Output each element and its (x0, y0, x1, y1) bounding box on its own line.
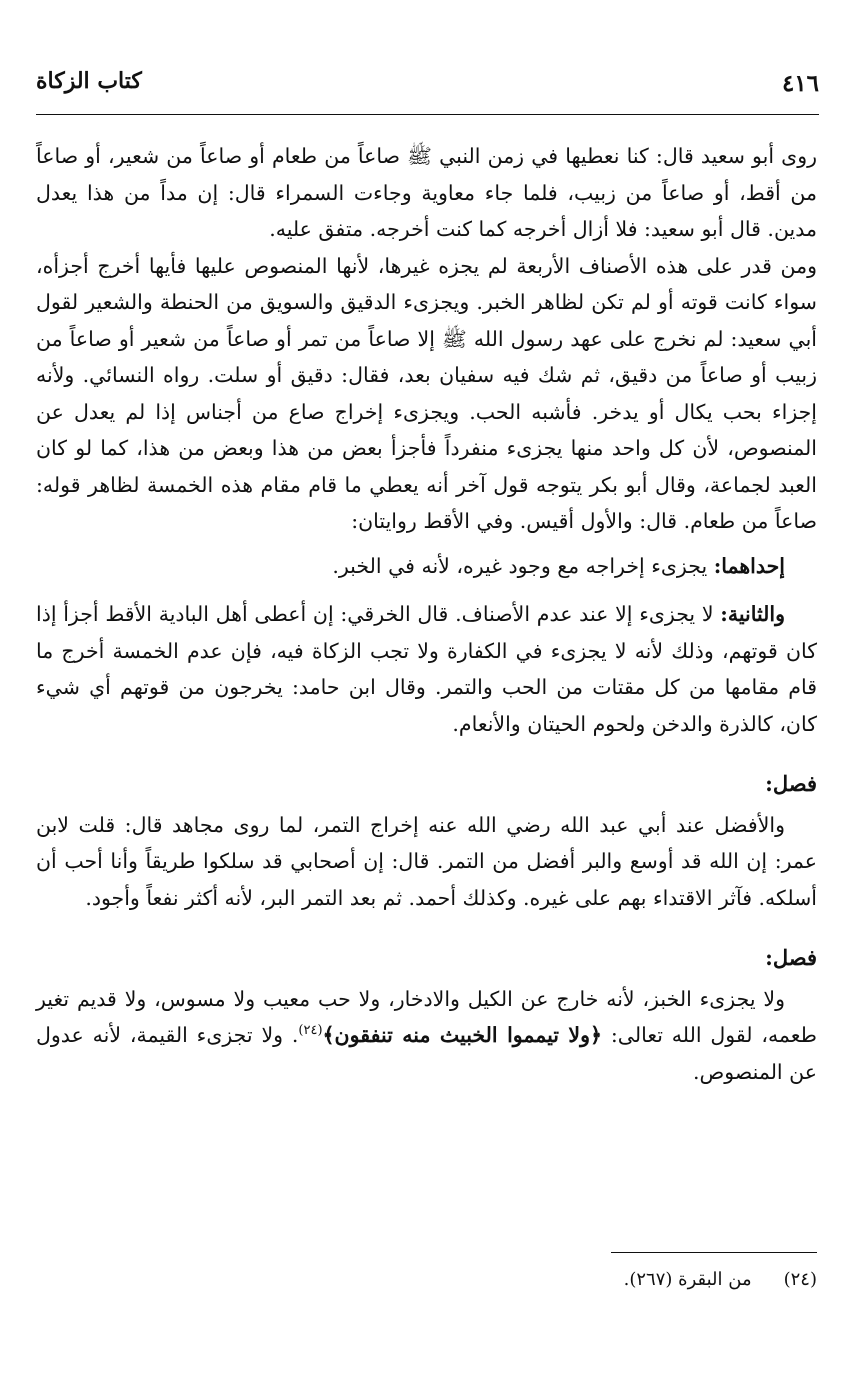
page-body (36, 138, 817, 1090)
second-narration-label: والثانية: (720, 602, 785, 626)
page-header (36, 58, 819, 115)
footnote-ref: (٢٤) (298, 1023, 323, 1039)
section-heading-2: فصل: (765, 945, 817, 970)
footnote (36, 1266, 817, 1294)
running-title: كتاب الزكاة (36, 68, 142, 94)
paragraph-narration: روى أبو سعيد قال: كنا نعطيها في زمن النبي ﷺ صاعاً من طعام أو صاعاً من شعير، أو صاعاً من أقط، أو صاعاً من زبيب، فلما جاء معاوية وجاءت السمراء قال: إن مداً من هذا يعدل مدين. قال أبو سعيد: فلا أزال أخرجه كما كنت أخرجه. متفق عليه. (36, 144, 817, 241)
page-number: ٤١٦ (781, 70, 819, 97)
first-narration-text: يجزىء إخراجه مع وجود غيره، لأنه في الخبر. (332, 553, 714, 578)
section-2-text (36, 981, 817, 1091)
first-narration-label: إحداهما: (713, 553, 785, 578)
section-1-text: والأفضل عند أبي عبد الله رضي الله عنه إخراج التمر، لما روى مجاهد قال: قلت لابن عمر: إن الله قد أوسع والبر أفضل من التمر. قال: إن أصحابي قد سلكوا طريقاً وأنا أحب أن أسلكه. فآثر الاقتداء بهم على غيره. وكذلك أحمد. ثم بعد التمر البر، لأنه أكثر نفعاً وأجود. (36, 812, 817, 910)
quran-verse: ﴿ولا تيمموا الخبيث منه تنفقون﴾ (322, 1023, 603, 1047)
section-2-text-after: . ولا تجزىء القيمة، لأنه عدول عن المنصوص. (36, 1023, 817, 1084)
footnote-text: من البقرة (٢٦٧). (623, 1269, 752, 1290)
second-narration-text: لا يجزىء إلا عند عدم الأصناف. قال الخرقي: إن أعطى أهل البادية الأقط أجزأ إذا كان قوتهم، وذلك لأنه لا يجزىء في الكفارة ولا تجب الزكاة فيه، فإن عدم الخمسة أخرج ما قام مقامها من كل مقتات من الحب والتمر. وقال ابن حامد: يخرجون من قوتهم أي شيء كان، كالذرة والدخن ولحوم الحيتان والأنعام. (36, 602, 817, 736)
paragraph-first-narration (36, 548, 817, 585)
paragraph-four-kinds: ومن قدر على هذه الأصناف الأربعة لم يجزه غيرها، لأنها المنصوص عليها فأيها أخرج أجزأه، سواء كانت قوته أو لم تكن لظاهر الخبر. ويجزىء الدقيق والسويق من الحنطة والشعير لقول أبي سعيد: لم نخرج على عهد رسول الله ﷺ إلا صاعاً من تمر أو صاعاً من شعير أو صاعاً من زبيب أو صاعاً من دقيق، ثم شك فيه سفيان بعد، فقال: دقيق أو سلت. رواه النسائي. ولأنه إجزاء بحب يكال أو يدخر. فأشبه الحب. ويجزىء إخراج صاع من أجناس إذا لم يعدل عن المنصوص، لأن كل واحد منها يجزىء منفرداً فأجزأ بعض من هذا وبعض من هذا، كما لو كان العبد لجماعة، وقال أبو بكر يتوجه قول آخر أنه يعطي ما قام مقام هذه الخمسة لظاهر قوله: صاعاً من طعام. قال: والأول أقيس. وفي الأقط روايتان: (36, 253, 817, 533)
footnote-number: (٢٤) (783, 1269, 817, 1290)
section-heading-1: فصل: (765, 771, 817, 796)
paragraph-second-narration (36, 596, 817, 742)
section-2-text-before: ولا يجزىء الخبز، لأنه خارج عن الكيل والادخار، ولا حب معيب ولا مسوس، ولا قديم تغير طعمه، لقول الله تعالى: (36, 986, 817, 1047)
footnote-divider (611, 1252, 817, 1253)
